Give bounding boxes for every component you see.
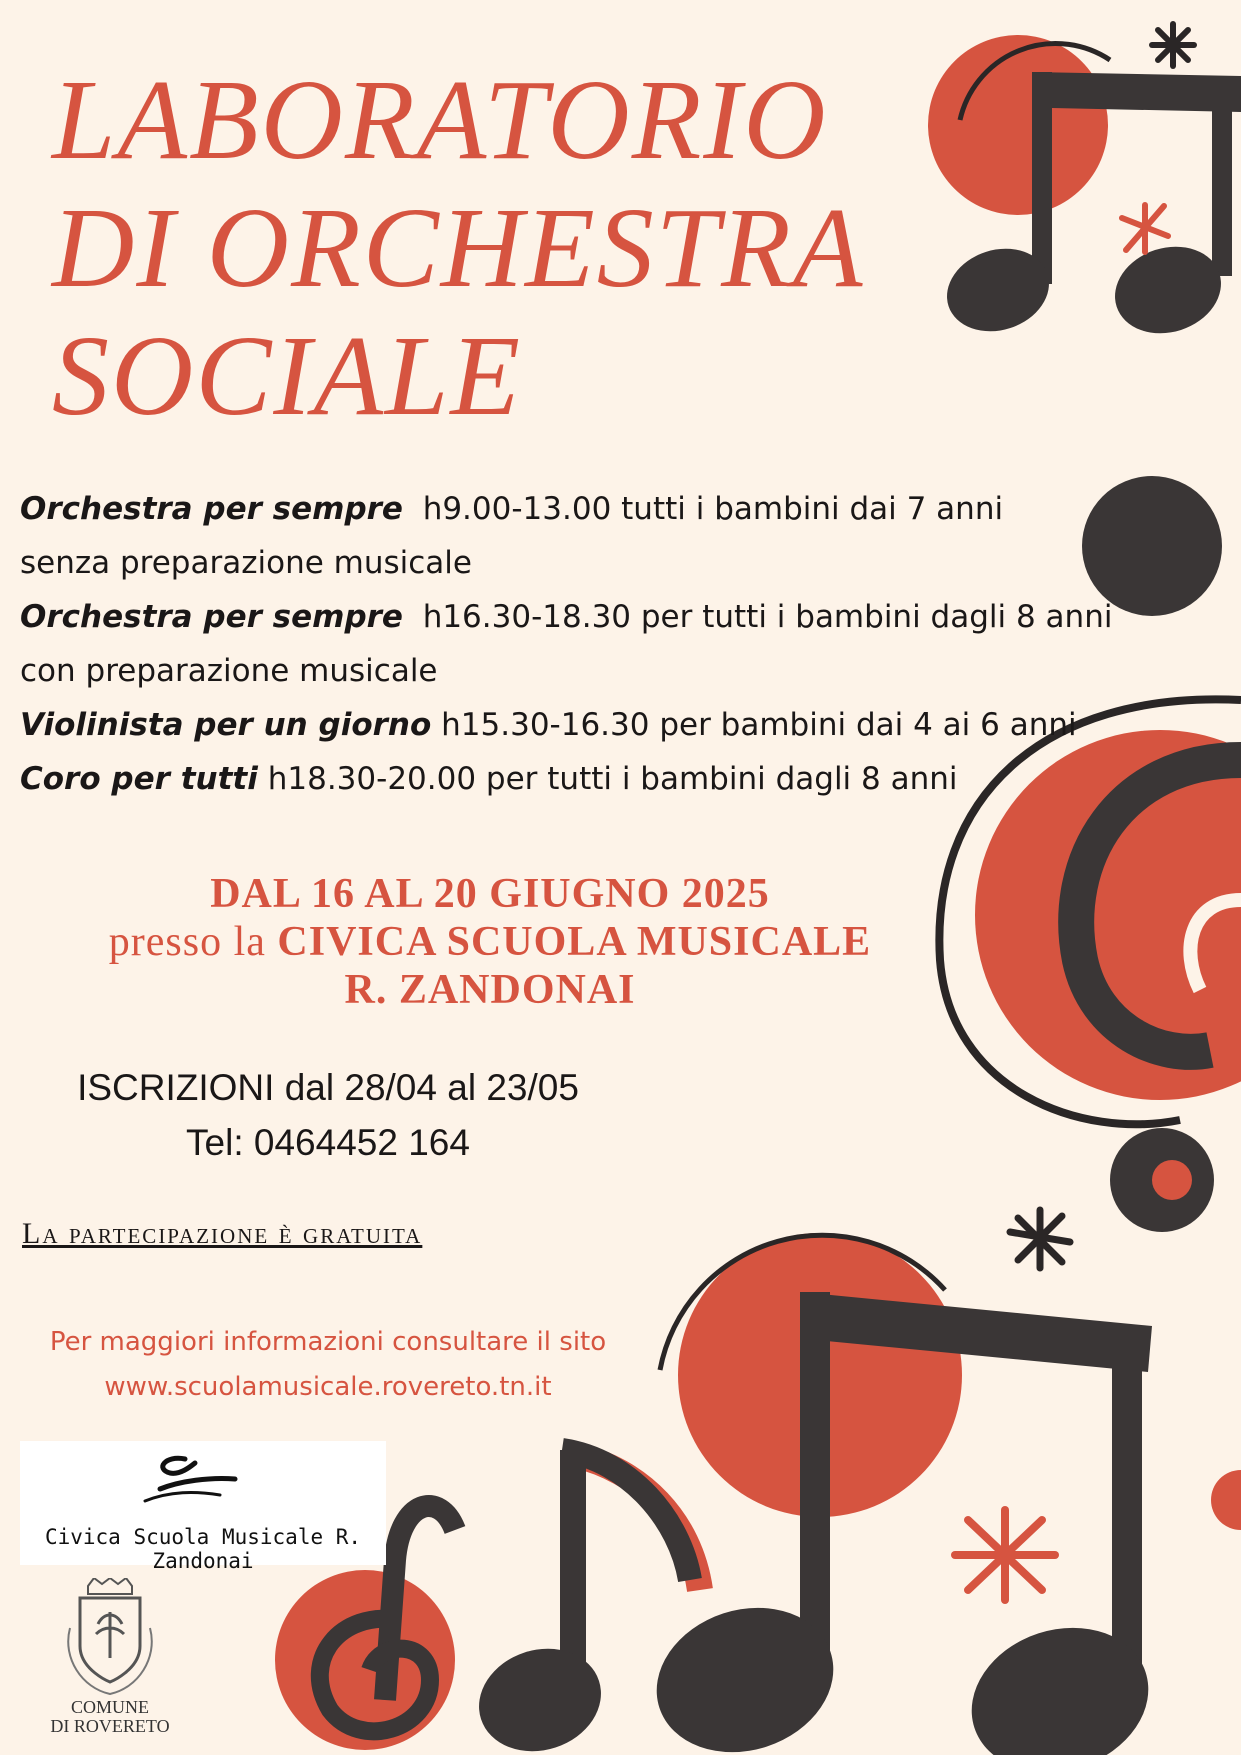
- school-logo-mark: [20, 1441, 386, 1525]
- program-details: h16.30-18.30 per tutti i bambini dagli 8 anni: [422, 599, 1113, 635]
- comune-crest-icon: [58, 1578, 162, 1698]
- program-item: [20, 482, 1112, 536]
- poster-title: [52, 56, 864, 440]
- website-link[interactable]: www.scuolamusicale.rovereto.tn.it: [104, 1372, 552, 1402]
- program-details: h15.30-16.30 per bambini dai 4 ai 6 anni: [441, 707, 1077, 743]
- comune-line-2: DI ROVERETO: [50, 1716, 170, 1736]
- program-list: [20, 482, 1112, 806]
- school-logo: [20, 1441, 386, 1573]
- enrollment-info: [0, 1060, 656, 1170]
- title-line-2: DI ORCHESTRA: [52, 184, 865, 311]
- beamed-notes-icon: [928, 35, 1241, 347]
- event-dates: [0, 870, 980, 1014]
- free-participation-notice: La partecipazione è gratuita: [22, 1217, 423, 1250]
- date-range: DAL 16 AL 20 GIUGNO 2025: [210, 871, 770, 917]
- enrollment-dates: ISCRIZIONI dal 28/04 al 23/05: [77, 1067, 579, 1108]
- program-name: Coro per tutti: [20, 761, 258, 797]
- program-name: Orchestra per sempre: [20, 599, 403, 635]
- program-details-continued: senza preparazione musicale: [20, 545, 472, 581]
- venue-prefix: presso la: [108, 919, 266, 965]
- more-info: [0, 1320, 656, 1410]
- star-icon: [1122, 205, 1168, 252]
- venue-name-continued: R. ZANDONAI: [344, 967, 636, 1013]
- school-name: Civica Scuola Musicale R. Zandonai: [44, 1525, 362, 1573]
- program-name: Orchestra per sempre: [20, 491, 403, 527]
- title-line-3: SOCIALE: [52, 312, 522, 439]
- program-item: [20, 590, 1112, 644]
- phone-number: Tel: 0464452 164: [186, 1122, 470, 1163]
- star-icon: [955, 1510, 1055, 1600]
- program-details: h18.30-20.00 per tutti i bambini dagli 8 anni: [267, 761, 958, 797]
- title-line-1: LABORATORIO: [52, 56, 828, 183]
- program-item: [20, 752, 1112, 806]
- beamed-notes-icon: [638, 1233, 1241, 1755]
- comune-label: [30, 1698, 190, 1736]
- venue-name: CIVICA SCUOLA MUSICALE: [277, 919, 872, 965]
- more-info-text: Per maggiori informazioni consultare il sito: [49, 1327, 607, 1357]
- program-item: [20, 698, 1112, 752]
- star-icon: [1010, 1210, 1070, 1268]
- venue-line: [0, 918, 980, 966]
- star-icon: [1152, 24, 1194, 66]
- program-name: Violinista per un giorno: [20, 707, 432, 743]
- comune-line-1: COMUNE: [70, 1697, 149, 1717]
- program-details-continued: con preparazione musicale: [20, 653, 438, 689]
- program-details: h9.00-13.00 tutti i bambini dai 7 anni: [422, 491, 1004, 527]
